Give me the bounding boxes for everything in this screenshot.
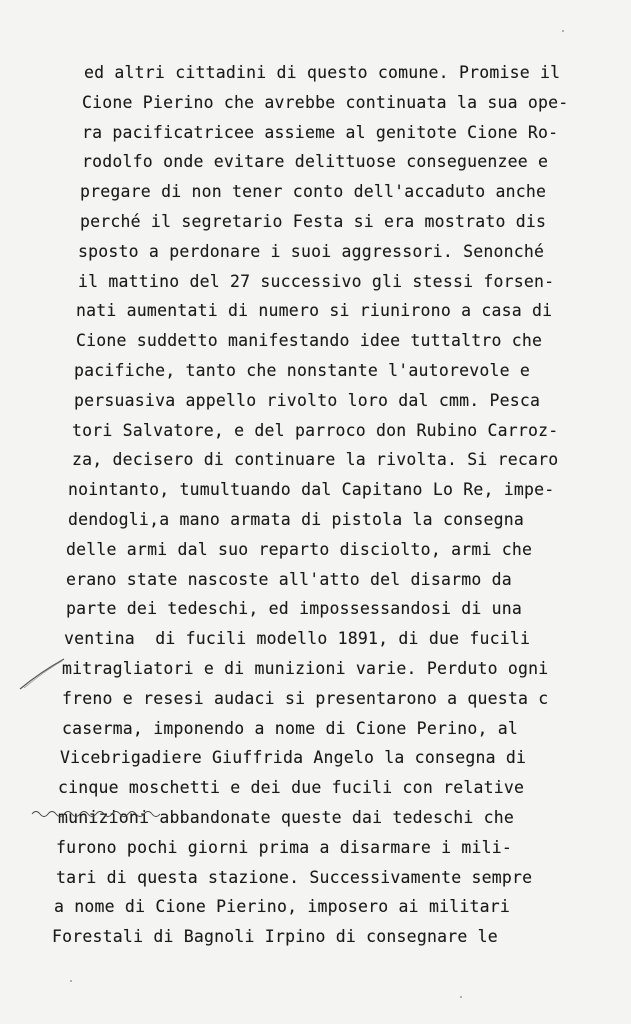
- text-line: perché il segretario Festa si era mostrato dis: [80, 211, 547, 231]
- paper-speck: [562, 30, 564, 32]
- text-line: mitragliatori e di munizioni varie. Perduto ogni: [62, 658, 549, 678]
- paper-speck: [460, 996, 462, 998]
- text-line: dendogli,a mano armata di pistola la consegna: [68, 509, 525, 529]
- paper-speck: [70, 980, 72, 982]
- text-line: freno e resesi audaci si presentarono a questa c: [62, 688, 549, 708]
- text-line: pacifiche, tanto che nonstante l'autorevole e: [74, 360, 531, 380]
- text-line: pregare di non tener conto dell'accaduto anche: [80, 182, 547, 202]
- text-line: ventina di fucili modello 1891, di due fucili: [64, 629, 531, 649]
- text-line: Cione Pierino che avrebbe continuata la sua ope-: [82, 92, 569, 112]
- margin-pencil-mark: [18, 657, 66, 691]
- text-line: tori Salvatore, e del parroco don Rubino Carroz-: [72, 420, 559, 440]
- text-line: delle armi dal suo reparto disciolto, armi che: [66, 539, 533, 559]
- text-line: parte dei tedeschi, ed impossessandosi di una: [66, 599, 523, 619]
- text-line: sposto a perdonare i suoi aggressori. Senonché: [78, 241, 545, 261]
- text-line: erano state nascoste all'atto del disarmo da: [66, 569, 512, 589]
- text-line: furono pochi giorni prima a disarmare i mili-: [56, 837, 513, 857]
- text-line: ed altri cittadini di questo comune. Promise il: [84, 63, 561, 82]
- text-line: cinque moschetti e dei due fucili con relative: [58, 778, 525, 798]
- text-line: Forestali di Bagnoli Irpino di consegnare le: [52, 927, 498, 947]
- text-line: tari di questa stazione. Successivamente sempre: [56, 867, 533, 887]
- text-line: munizioni abbandonate queste dai tedeschi che: [58, 807, 515, 827]
- text-line: caserma, imponendo a nome di Cione Perino, al: [62, 718, 519, 738]
- text-line: Cione suddetto manifestando idee tuttaltro che: [76, 331, 543, 351]
- text-line: nointanto, tumultuando dal Capitano Lo Re, impe-: [68, 480, 555, 500]
- text-line: persuasiva appello rivolto loro dal cmm. Pesca: [74, 390, 541, 410]
- text-line: a nome di Cione Pierino, imposero ai militari: [54, 897, 511, 917]
- text-line: ra pacificatricee assieme al genitote Cione Ro-: [82, 122, 559, 142]
- text-line: Vicebrigadiere Giuffrida Angelo la consegna di: [60, 748, 527, 768]
- text-line: rodolfo onde evitare delittuose conseguenzee e: [82, 152, 549, 172]
- text-line: nati aumentati di numero si riunirono a casa di: [76, 301, 553, 321]
- text-line: za, decisero di continuare la rivolta. Si recaro: [72, 450, 559, 470]
- handwritten-underline-mark: [30, 806, 170, 820]
- text-line: il mattino del 27 successivo gli stessi forsen-: [78, 271, 555, 291]
